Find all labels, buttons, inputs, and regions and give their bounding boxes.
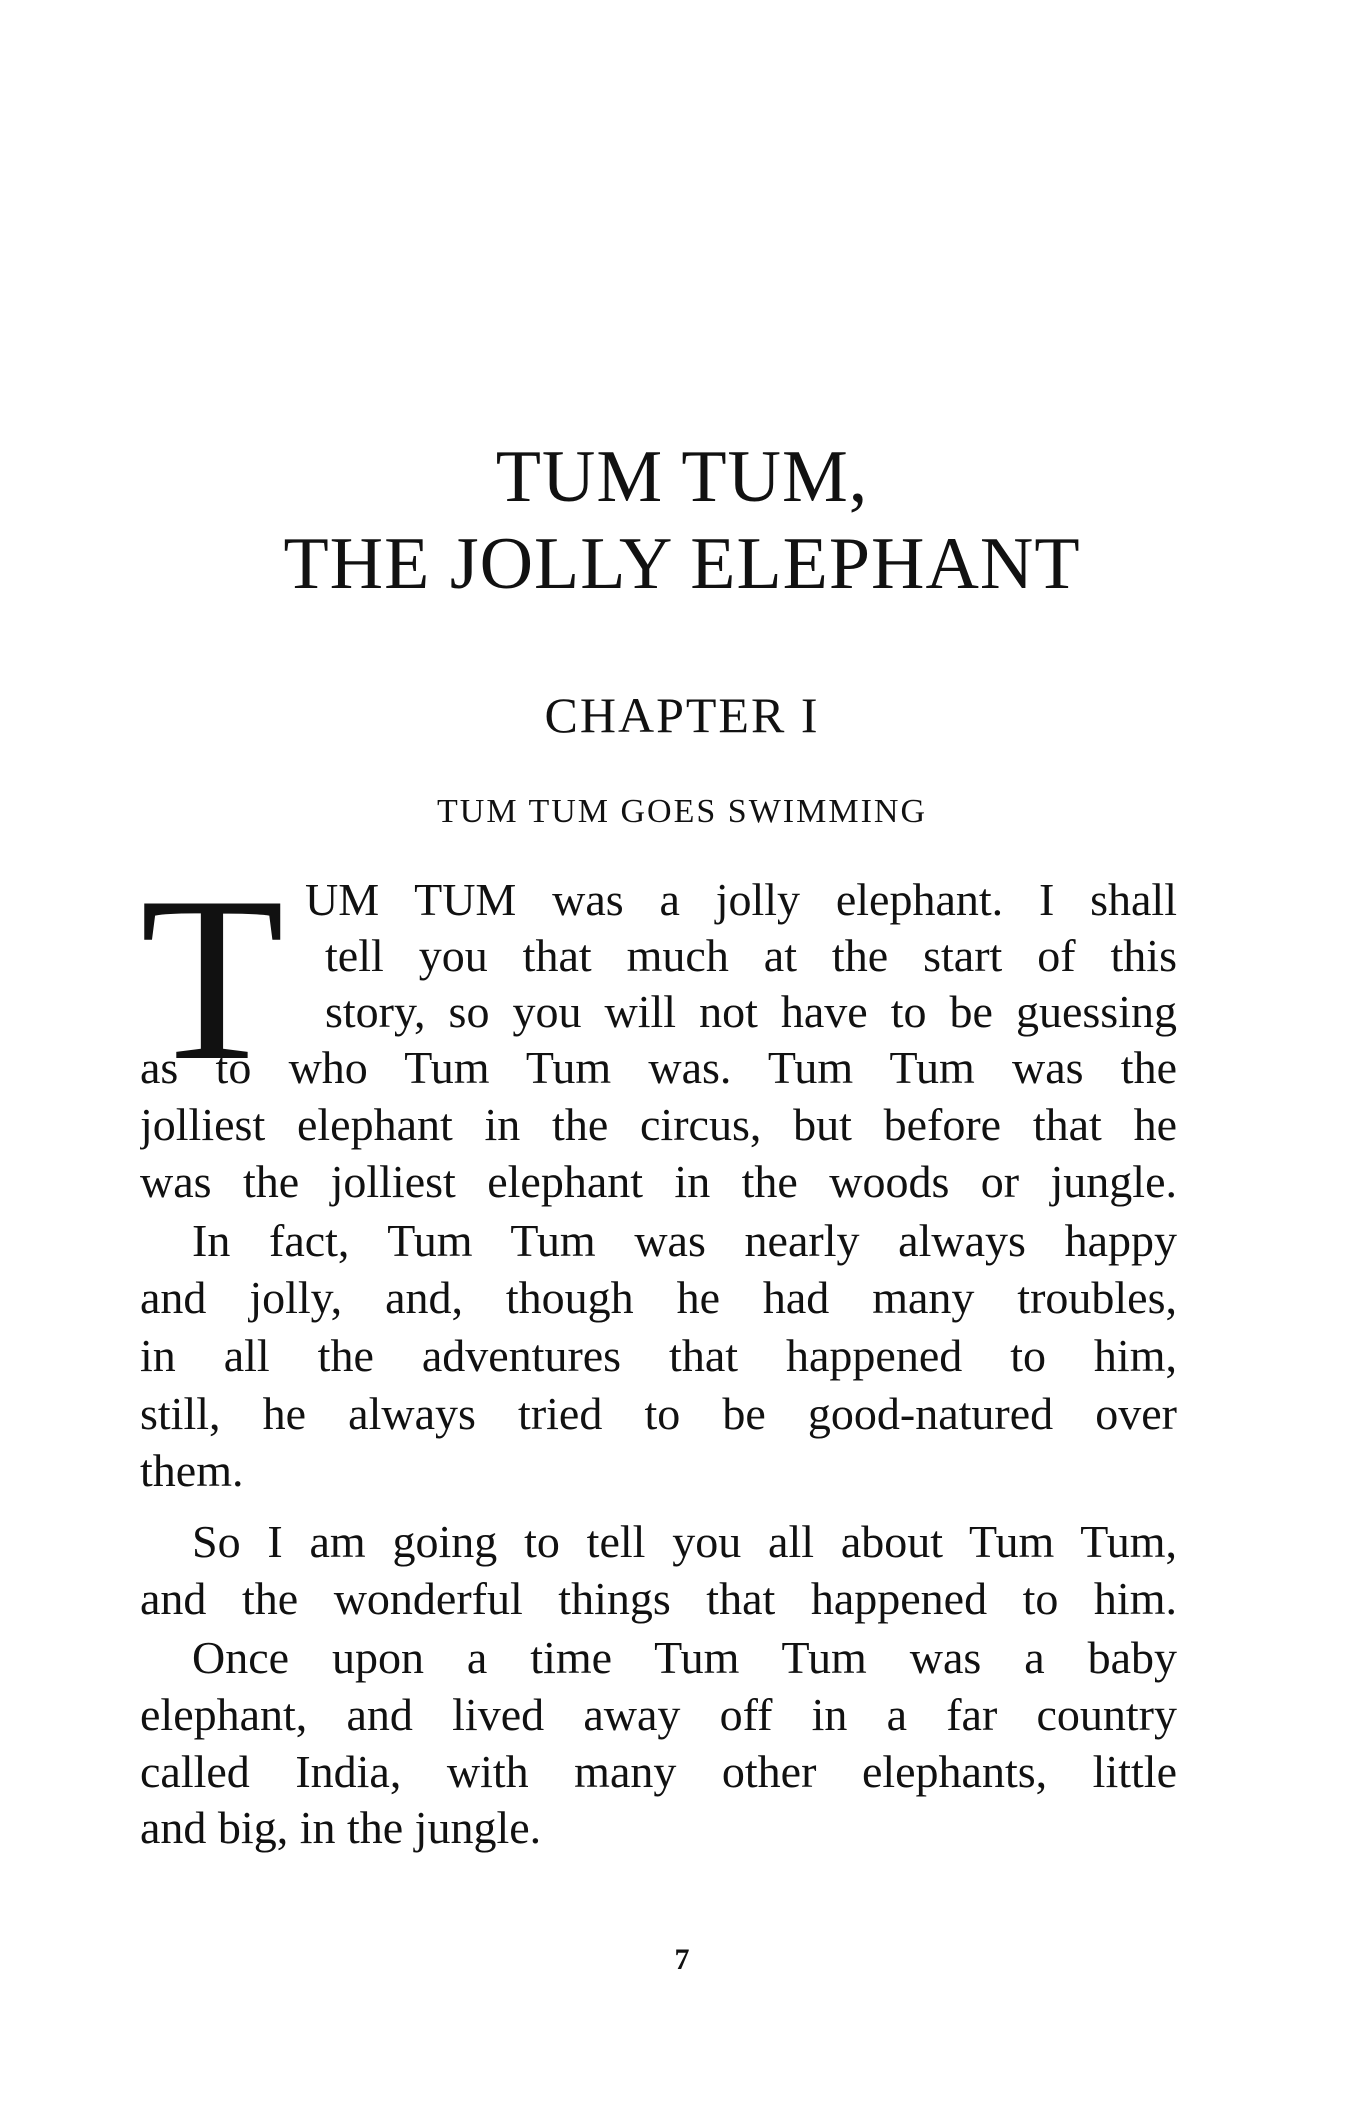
text-line: elephant, and lived away off in a far country [140, 1689, 1177, 1740]
text-line: jolliest elephant in the circus, but before that he [140, 1099, 1177, 1150]
text-line: called India, with many other elephants, little [140, 1746, 1177, 1797]
text-line: was the jolliest elephant in the woods or jungle. [140, 1156, 1177, 1207]
page-number: 7 [674, 1943, 690, 1976]
drop-cap: T [140, 849, 285, 1110]
text-line: tell you that much at the start of this [325, 930, 1177, 981]
text-line: and the wonderful things that happened to him. [140, 1573, 1177, 1624]
text-line: and big, in the jungle. [140, 1802, 542, 1853]
text-line: So I am going to tell you all about Tum Tum, [192, 1516, 1177, 1567]
text-line: story, so you will not have to be guessing [325, 986, 1177, 1037]
text-line: In fact, Tum Tum was nearly always happy [192, 1215, 1177, 1266]
text-line: as to who Tum Tum was. Tum Tum was the [140, 1042, 1177, 1093]
text-line: Once upon a time Tum Tum was a baby [192, 1632, 1177, 1683]
book-title-line-1: TUM TUM, [495, 436, 869, 518]
book-title-line-2: THE JOLLY ELEPHANT [283, 523, 1081, 605]
text-line: in all the adventures that happened to him, [140, 1330, 1177, 1381]
chapter-heading: CHAPTER I [544, 687, 820, 743]
text-line: them. [140, 1445, 244, 1496]
text-line: still, he always tried to be good-natured over [140, 1388, 1177, 1439]
chapter-subtitle: TUM TUM GOES SWIMMING [437, 793, 927, 830]
text-line: and jolly, and, though he had many troubles, [140, 1272, 1177, 1323]
text-line: UM TUM was a jolly elephant. I shall [305, 874, 1177, 925]
